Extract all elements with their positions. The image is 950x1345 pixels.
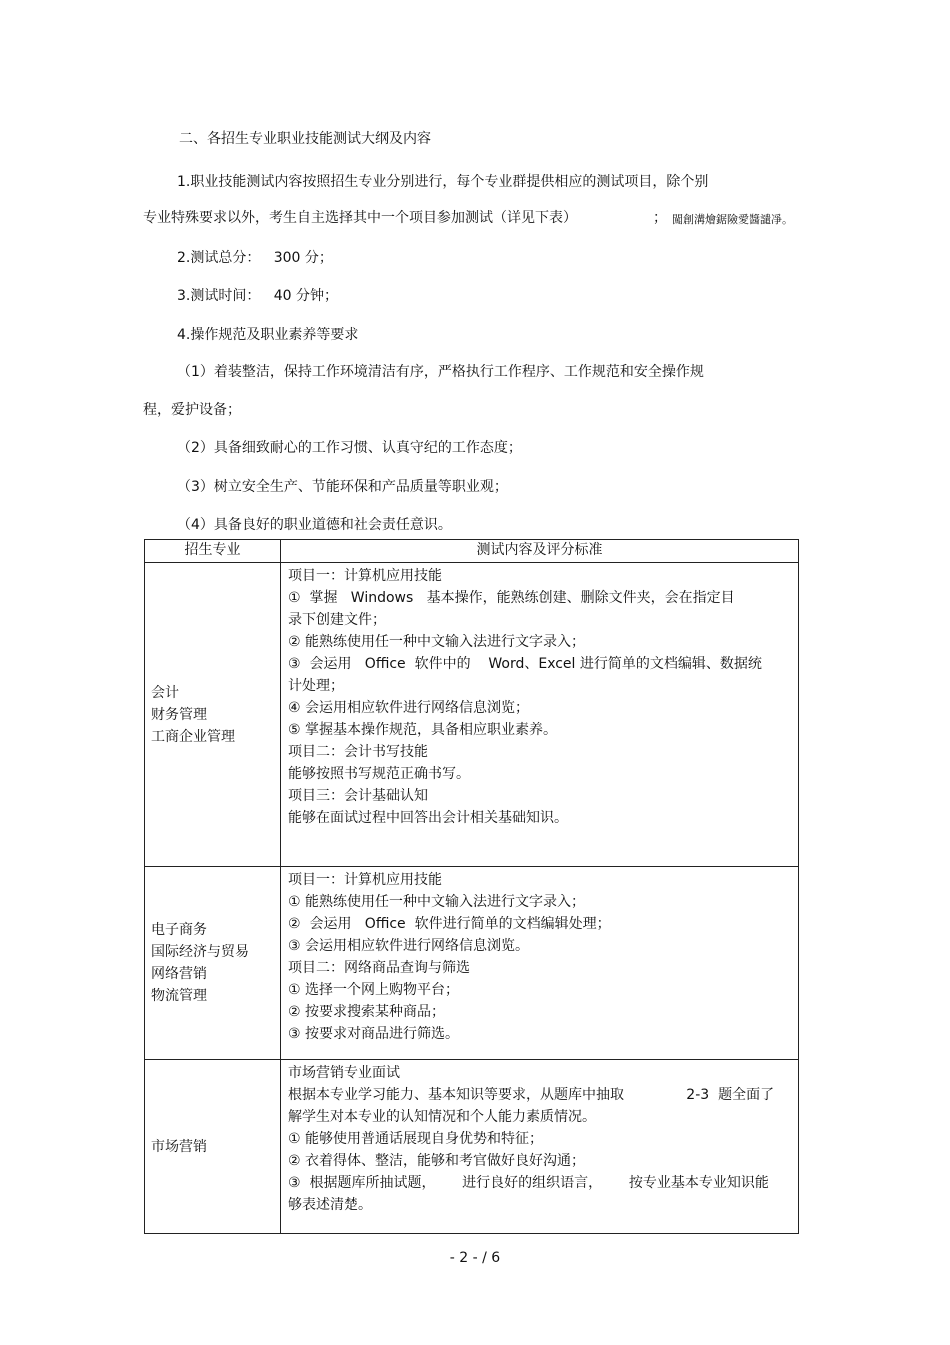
requirement-3: （3）树立安全生产、节能环保和产品质量等职业观；: [177, 479, 508, 495]
major-name: 工商企业管理: [151, 728, 235, 745]
requirement-2: （2）具备细致耐心的工作习惯、认真守纪的工作态度；: [177, 440, 522, 456]
table-row: [145, 867, 799, 1060]
page-number: - 2 - / 6: [449, 1250, 501, 1266]
item-1-note: 闖創溝燴鋸險愛醬譴凈。: [672, 213, 793, 226]
table-row: [145, 563, 799, 867]
content-line: 够表述清楚。: [288, 1197, 372, 1213]
content-line: ② 按要求搜索某种商品；: [288, 1004, 446, 1020]
test-outline-table: [144, 539, 799, 1234]
content-line: ① 能够使用普通话展现自身优势和特征；: [288, 1131, 543, 1147]
item-1-separator: ；: [653, 210, 667, 226]
requirement-4: （4）具备良好的职业道德和社会责任意识。: [177, 517, 452, 533]
item-3-test-time: 3.测试时间： 40 分钟；: [177, 288, 338, 304]
content-cell: [281, 563, 799, 867]
item-2-total-score: 2.测试总分： 300 分；: [177, 250, 333, 266]
major-cell: [145, 1060, 281, 1234]
content-cell: [281, 1060, 799, 1234]
content-line: ② 会运用 Office 软件进行简单的文档编辑处理；: [288, 916, 611, 932]
content-line: 能够在面试过程中回答出会计相关基础知识。: [288, 810, 568, 826]
item-4-requirements: 4.操作规范及职业素养等要求: [177, 327, 359, 343]
content-line: ① 掌握 Windows 基本操作，能熟练创建、删除文件夹，会在指定目: [288, 590, 735, 606]
section-title: 二、各招生专业职业技能测试大纲及内容: [179, 131, 431, 147]
major-cell: [145, 563, 281, 867]
content-line: ① 能熟练使用任一种中文输入法进行文字录入；: [288, 894, 585, 910]
content-line: 项目二：网络商品查询与筛选: [288, 960, 470, 976]
content-line: 项目三：会计基础认知: [288, 788, 428, 804]
requirement-1-line-1: （1）着装整洁，保持工作环境清洁有序，严格执行工作程序、工作规范和安全操作规: [177, 364, 704, 380]
item-1-line-2: 专业特殊要求以外，考生自主选择其中一个项目参加测试（详见下表）: [143, 210, 577, 226]
major-name: 市场营销: [151, 1138, 207, 1155]
content-line: ③ 会运用 Office 软件中的 Word、Excel 进行简单的文档编辑、数据统: [288, 656, 762, 672]
content-line: ④ 会运用相应软件进行网络信息浏览；: [288, 700, 529, 716]
content-line: ③ 会运用相应软件进行网络信息浏览。: [288, 938, 529, 954]
content-line: ② 能熟练使用任一种中文输入法进行文字录入；: [288, 634, 585, 650]
content-cell: [281, 867, 799, 1060]
major-name: 会计: [151, 684, 179, 701]
major-name: 国际经济与贸易: [151, 944, 249, 960]
requirement-1-line-2: 程，爱护设备；: [143, 402, 241, 418]
content-line: 项目一：计算机应用技能: [288, 872, 442, 888]
content-line: 录下创建文件；: [288, 612, 386, 628]
content-line: ③ 按要求对商品进行筛选。: [288, 1026, 460, 1042]
header-content: 测试内容及评分标准: [281, 540, 799, 563]
content-line: 能够按照书写规范正确书写。: [288, 766, 470, 782]
table-row: [145, 1060, 799, 1234]
content-line: 计处理；: [288, 678, 344, 694]
content-line: 市场营销专业面试: [288, 1065, 400, 1081]
major-cell: [145, 867, 281, 1060]
content-line: 项目二：会计书写技能: [288, 744, 428, 760]
content-line: 根据本专业学习能力、基本知识等要求，从题库中抽取 2-3 题全面了: [288, 1087, 775, 1103]
content-line: 项目一：计算机应用技能: [288, 568, 442, 584]
content-line: ③ 根据题库所抽试题， 进行良好的组织语言， 按专业基本专业知识能: [288, 1175, 769, 1191]
content-line: ② 衣着得体、整洁，能够和考官做好良好沟通；: [288, 1153, 585, 1169]
major-name: 网络营销: [151, 966, 207, 982]
major-name: 电子商务: [151, 922, 207, 938]
major-name: 物流管理: [151, 988, 207, 1004]
header-major: 招生专业: [145, 540, 281, 563]
content-line: 解学生对本专业的认知情况和个人能力素质情况。: [288, 1109, 596, 1125]
item-1-line-1: 1.职业技能测试内容按照招生专业分别进行，每个专业群提供相应的测试项目，除个别: [177, 174, 709, 190]
major-name: 财务管理: [151, 706, 207, 723]
content-line: ① 选择一个网上购物平台；: [288, 982, 460, 998]
table-header-row: [145, 540, 799, 563]
content-line: ⑤ 掌握基本操作规范，具备相应职业素养。: [288, 722, 557, 738]
